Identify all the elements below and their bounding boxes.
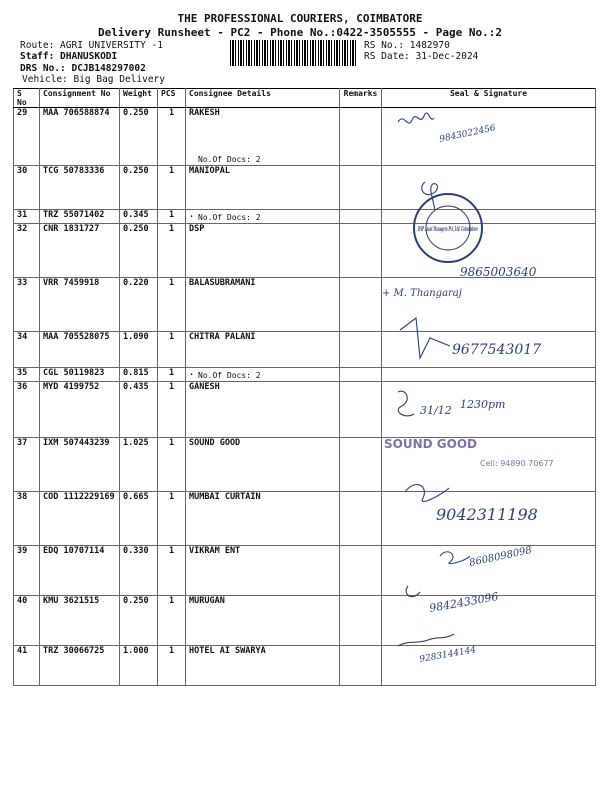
row-sno: 36	[14, 382, 40, 438]
sound-good-stamp	[384, 437, 554, 468]
drs-label: DRS No.: DCJB148297002	[20, 63, 146, 74]
row-pcs: 1	[158, 546, 186, 596]
phone-39: 8608098098	[468, 544, 533, 569]
row-sno: 40	[14, 596, 40, 646]
col-weight: Weight	[120, 89, 158, 108]
row-weight: 0.250	[120, 166, 158, 210]
row-weight: 1.025	[120, 438, 158, 492]
consignee-name: CHITRA PALANI	[189, 332, 256, 342]
phone-38: 9042311198	[436, 505, 538, 524]
runsheet-subtitle: Delivery Runsheet - PC2 - Phone No.:0422-3505555 - Page No.:2	[98, 26, 502, 39]
row-weight: 0.435	[120, 382, 158, 438]
consignee-name: MUMBAI CURTAIN	[189, 492, 261, 502]
sound-stamp-cell: Cell: 94890 70677	[480, 459, 554, 468]
staff-label: Staff: DHANUSKODI	[20, 51, 118, 62]
signature-29	[398, 113, 434, 123]
consignee-name: VIKRAM ENT	[189, 546, 241, 556]
row-consignment: KMU 3621515	[40, 596, 120, 646]
row-sno: 31	[14, 210, 40, 224]
row-sno: 32	[14, 224, 40, 278]
row-pcs: 1	[158, 438, 186, 492]
rs-number: RS No.: 1482970	[364, 40, 450, 51]
row-pcs: 1	[158, 596, 186, 646]
consignee-name: BALASUBRAMANI	[189, 278, 256, 288]
phone-40: 9842433096	[428, 589, 500, 615]
row-weight: 1.090	[120, 332, 158, 368]
col-sno: S No	[14, 89, 40, 108]
row-consignment: TRZ 30066725	[40, 646, 120, 686]
row-weight: 0.220	[120, 278, 158, 332]
row-weight: 0.345	[120, 210, 158, 224]
row-consignment: IXM 507443239	[40, 438, 120, 492]
row-consignment: TRZ 55071402	[40, 210, 120, 224]
col-pcs: PCS	[158, 89, 186, 108]
dsp-stamp	[414, 194, 482, 262]
row-consignment: MYD 4199752	[40, 382, 120, 438]
time-36: 1230pm	[460, 398, 506, 411]
row-pcs: 1	[158, 332, 186, 368]
consignee-name: .	[189, 210, 195, 220]
row-pcs: 1	[158, 368, 186, 382]
row-sno: 39	[14, 546, 40, 596]
company-title: THE PROFESSIONAL COURIERS, COIMBATORE	[177, 12, 423, 25]
row-weight: 0.815	[120, 368, 158, 382]
phone-33: 9865003640	[460, 265, 537, 279]
row-pcs: 1	[158, 166, 186, 210]
route-label: Route: AGRI UNIVERSITY -1	[20, 40, 163, 51]
consignee-name: HOTEL AI SWARYA	[189, 646, 266, 656]
phone-41: 9283144144	[418, 645, 477, 665]
row-consignment: COD 1112229169	[40, 492, 120, 546]
vehicle-label: Vehicle: Big Bag Delivery	[22, 74, 165, 85]
docs-count: No.Of Docs: 2	[198, 155, 261, 164]
sound-stamp-text: SOUND GOOD	[384, 437, 477, 451]
consignee-name: GANESH	[189, 382, 220, 392]
row-pcs: 1	[158, 492, 186, 546]
row-weight: 0.330	[120, 546, 158, 596]
row-sno: 30	[14, 166, 40, 210]
phone-29: 9843022456	[438, 123, 497, 145]
row-sno: 38	[14, 492, 40, 546]
consignee-name: MURUGAN	[189, 596, 225, 606]
row-pcs: 1	[158, 210, 186, 224]
signature-36	[398, 391, 414, 416]
date-36: 31/12	[420, 404, 452, 417]
row-weight: 0.250	[120, 596, 158, 646]
docs-count: No.Of Docs: 2	[198, 371, 261, 380]
row-sno: 37	[14, 438, 40, 492]
row-consignment: TCG 50783336	[40, 166, 120, 210]
col-signature: Seal & Signature	[382, 89, 596, 108]
signature-34	[400, 318, 450, 358]
row-sno: 35	[14, 368, 40, 382]
signature-39	[440, 552, 470, 564]
consignee-name: MANIOPAL	[189, 166, 230, 176]
consignee-name: RAKESH	[189, 108, 220, 118]
row-consignment: MAA 705528075	[40, 332, 120, 368]
row-pcs: 1	[158, 278, 186, 332]
row-sno: 33	[14, 278, 40, 332]
signature-38	[405, 485, 449, 502]
row-pcs: 1	[158, 224, 186, 278]
name-33: + M. Thangaraj	[382, 288, 462, 299]
row-weight: 0.665	[120, 492, 158, 546]
row-pcs: 1	[158, 646, 186, 686]
row-pcs: 1	[158, 108, 186, 166]
phone-34: 9677543017	[452, 342, 542, 358]
row-consignment: VRR 7459918	[40, 278, 120, 332]
row-weight: 0.250	[120, 108, 158, 166]
dsp-stamp-text: DSP Asset Managers Pvt. Ltd. Coimbatore	[417, 226, 479, 233]
row-consignment: CGL 50119823	[40, 368, 120, 382]
row-sno: 29	[14, 108, 40, 166]
row-weight: 1.000	[120, 646, 158, 686]
signature-40	[406, 586, 420, 597]
rs-date: RS Date: 31-Dec-2024	[364, 51, 479, 62]
col-consignee: Consignee Details	[186, 89, 340, 108]
row-weight: 0.250	[120, 224, 158, 278]
row-consignment: MAA 706588874	[40, 108, 120, 166]
consignee-name: SOUND GOOD	[189, 438, 241, 448]
row-sno: 41	[14, 646, 40, 686]
consignee-name: .	[189, 368, 195, 378]
consignee-name: DSP	[189, 224, 205, 234]
docs-count: No.Of Docs: 2	[198, 213, 261, 222]
row-sno: 34	[14, 332, 40, 368]
col-remarks: Remarks	[340, 89, 382, 108]
row-consignment: CNR 1831727	[40, 224, 120, 278]
row-pcs: 1	[158, 382, 186, 438]
col-consignment: Consignment No	[40, 89, 120, 108]
row-consignment: EDQ 10707114	[40, 546, 120, 596]
signature-41	[398, 634, 454, 646]
